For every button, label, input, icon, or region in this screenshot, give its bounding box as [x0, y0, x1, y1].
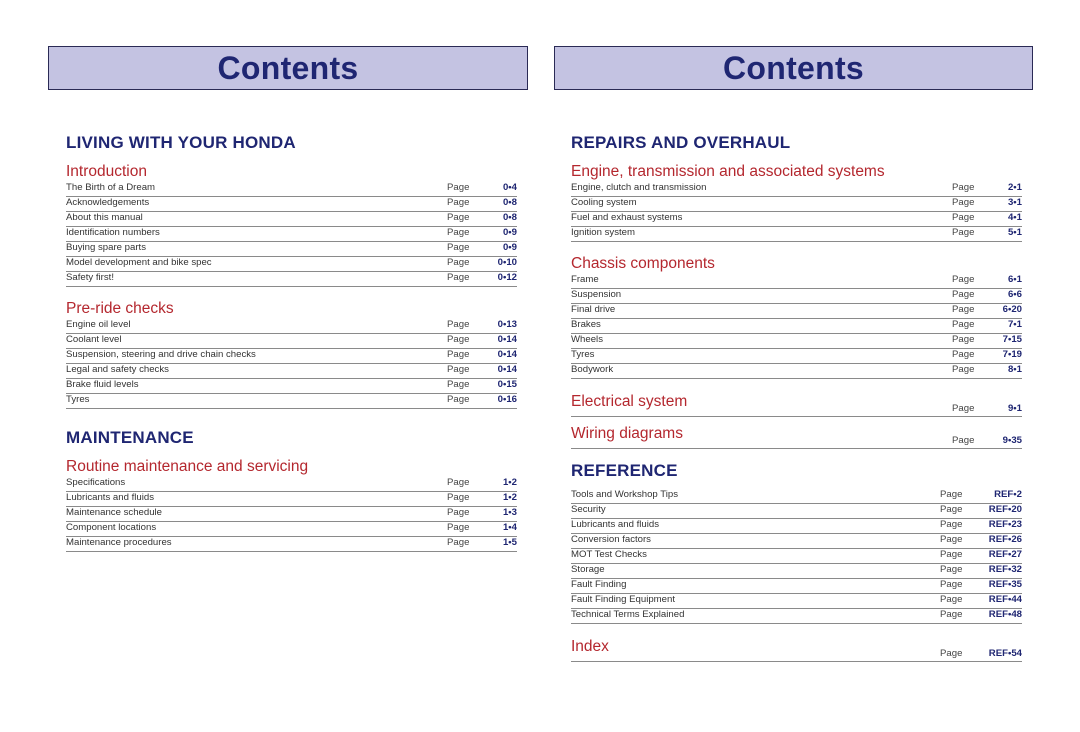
page-number: 9•1	[1007, 403, 1022, 414]
page-word: Page	[952, 403, 975, 414]
toc-entry-label: Acknowledgements	[66, 197, 150, 208]
toc-row[interactable]	[66, 379, 517, 394]
page-number: REF•23	[988, 519, 1022, 530]
toc-row[interactable]	[66, 507, 517, 522]
toc-entry-label: The Birth of a Dream	[66, 182, 156, 193]
page-number: 2•1	[1007, 182, 1022, 193]
toc-row[interactable]	[571, 549, 1022, 564]
toc-row[interactable]	[66, 522, 517, 537]
page-word: Page	[940, 534, 963, 545]
page-number: REF•20	[988, 504, 1022, 515]
page-word: Page	[447, 257, 470, 268]
page-number: 0•4	[502, 182, 517, 193]
page-word: Page	[952, 197, 975, 208]
toc-entry-label: Maintenance schedule	[66, 507, 163, 518]
toc-row[interactable]	[571, 182, 1022, 197]
page-number: 7•15	[1002, 334, 1022, 345]
page-number: REF•35	[988, 579, 1022, 590]
toc-row[interactable]	[571, 519, 1022, 534]
page-word: Page	[940, 549, 963, 560]
index-row[interactable]	[571, 638, 1022, 662]
toc-row[interactable]	[66, 319, 517, 334]
group-heading-engine: Engine, transmission and associated systems	[571, 163, 885, 180]
page-word: Page	[940, 564, 963, 575]
page-number: 3•1	[1007, 197, 1022, 208]
page-number: 0•9	[502, 242, 517, 253]
toc-entry-label: MOT Test Checks	[571, 549, 647, 560]
page-word: Page	[447, 212, 470, 223]
page-word: Page	[447, 272, 470, 283]
page-number: 0•14	[497, 349, 517, 360]
toc-entry-label: Suspension	[571, 289, 622, 300]
page-word: Page	[447, 537, 470, 548]
page-number: 0•14	[497, 364, 517, 375]
page-word: Page	[447, 182, 470, 193]
page-word: Page	[447, 507, 470, 518]
page-number: 7•19	[1002, 349, 1022, 360]
group-heading-introduction: Introduction	[66, 163, 147, 180]
toc-row[interactable]	[571, 197, 1022, 212]
page-word: Page	[447, 379, 470, 390]
page-word: Page	[940, 594, 963, 605]
contents-title-left: Contents	[217, 49, 359, 86]
page-number: REF•27	[988, 549, 1022, 560]
page-word: Page	[447, 227, 470, 238]
page-number: 0•8	[502, 197, 517, 208]
toc-row[interactable]	[66, 242, 517, 257]
toc-entry-label: Buying spare parts	[66, 242, 146, 253]
page-number: 0•8	[502, 212, 517, 223]
page-number: 6•20	[1002, 304, 1022, 315]
toc-entry-label: Identification numbers	[66, 227, 160, 238]
toc-entry-label: Legal and safety checks	[66, 364, 169, 375]
toc-row[interactable]	[571, 594, 1022, 609]
page-word: Page	[447, 319, 470, 330]
toc-entry-label: Tools and Workshop Tips	[571, 489, 679, 500]
page-word: Page	[447, 349, 470, 360]
toc-entry-label: Ignition system	[571, 227, 635, 238]
toc-entry-label: Lubricants and fluids	[571, 519, 659, 530]
page-number: 0•15	[497, 379, 517, 390]
toc-row[interactable]	[571, 579, 1022, 594]
page-word: Page	[952, 212, 975, 223]
page-word: Page	[447, 492, 470, 503]
group-heading-chassis: Chassis components	[571, 255, 715, 272]
toc-row[interactable]	[571, 289, 1022, 304]
page-number: 0•13	[497, 319, 517, 330]
toc-entry-label: Cooling system	[571, 197, 637, 208]
toc-row[interactable]	[66, 334, 517, 349]
page-word: Page	[940, 489, 963, 500]
toc-row[interactable]	[66, 182, 517, 197]
toc-row[interactable]	[571, 489, 1022, 504]
page-word: Page	[447, 197, 470, 208]
page-number: REF•32	[988, 564, 1022, 575]
toc-row[interactable]	[571, 304, 1022, 319]
toc-row[interactable]	[66, 227, 517, 242]
page-number: 5•1	[1007, 227, 1022, 238]
page-word: Page	[940, 519, 963, 530]
toc-row[interactable]	[571, 534, 1022, 549]
page-number: REF•2	[994, 489, 1022, 500]
page-word: Page	[952, 182, 975, 193]
toc-row[interactable]	[66, 257, 517, 272]
toc-entry-label: Final drive	[571, 304, 616, 315]
page-word: Page	[952, 334, 975, 345]
group-heading-index: Index	[571, 638, 609, 655]
page-word: Page	[447, 522, 470, 533]
toc-row[interactable]	[66, 197, 517, 212]
page-word: Page	[447, 364, 470, 375]
toc-row[interactable]	[66, 394, 517, 409]
page-number: 8•1	[1007, 364, 1022, 375]
toc-row[interactable]	[571, 364, 1022, 379]
contents-header-left	[48, 46, 528, 90]
toc-row[interactable]	[571, 334, 1022, 349]
toc-entry-label: Specifications	[66, 477, 126, 488]
page-word: Page	[952, 274, 975, 285]
page-word: Page	[940, 504, 963, 515]
section-heading-living: LIVING WITH YOUR HONDA	[66, 133, 296, 152]
toc-row[interactable]	[66, 477, 517, 492]
page-word: Page	[952, 289, 975, 300]
toc-row[interactable]	[571, 319, 1022, 334]
toc-entry-label: Tyres	[571, 349, 595, 360]
page-number: 0•16	[497, 394, 517, 405]
page-number: 6•6	[1007, 289, 1022, 300]
page-number: 1•3	[502, 507, 517, 518]
toc-row[interactable]	[66, 272, 517, 287]
toc-entry-label: Lubricants and fluids	[66, 492, 154, 503]
page-number: 6•1	[1007, 274, 1022, 285]
toc-row[interactable]	[571, 212, 1022, 227]
toc-entry-label: Storage	[571, 564, 605, 575]
page-word: Page	[940, 648, 963, 659]
toc-row[interactable]	[571, 564, 1022, 579]
wiring-diagrams-row[interactable]	[571, 425, 1022, 449]
page-number: 1•2	[502, 477, 517, 488]
toc-entry-label: Bodywork	[571, 364, 614, 375]
toc-entry-label: Technical Terms Explained	[571, 609, 685, 620]
page-number: REF•26	[988, 534, 1022, 545]
page-word: Page	[952, 227, 975, 238]
contents-header-right	[554, 46, 1033, 90]
group-heading-pre-ride: Pre-ride checks	[66, 300, 174, 317]
toc-entry-label: Wheels	[571, 334, 603, 345]
toc-entry-label: About this manual	[66, 212, 143, 223]
page-word: Page	[952, 304, 975, 315]
toc-entry-label: Coolant level	[66, 334, 122, 345]
toc-row[interactable]	[571, 349, 1022, 364]
toc-row[interactable]	[66, 364, 517, 379]
toc-entry-label: Component locations	[66, 522, 157, 533]
page-word: Page	[447, 394, 470, 405]
page-word: Page	[952, 319, 975, 330]
toc-row[interactable]	[571, 227, 1022, 242]
toc-row[interactable]	[66, 492, 517, 507]
toc-entry-label: Engine oil level	[66, 319, 131, 330]
page-number: REF•48	[988, 609, 1022, 620]
page-number: 0•14	[497, 334, 517, 345]
electrical-system-row[interactable]	[571, 393, 1022, 417]
page-word: Page	[940, 579, 963, 590]
toc-row[interactable]	[66, 537, 517, 552]
toc-entry-label: Model development and bike spec	[66, 257, 212, 268]
section-heading-repairs: REPAIRS AND OVERHAUL	[571, 133, 791, 152]
toc-entry-label: Conversion factors	[571, 534, 651, 545]
page-number: 0•12	[497, 272, 517, 283]
toc-entry-label: Fault Finding	[571, 579, 627, 590]
page-word: Page	[952, 435, 975, 446]
toc-entry-label: Engine, clutch and transmission	[571, 182, 707, 193]
toc-entry-label: Tyres	[66, 394, 90, 405]
toc-row[interactable]	[571, 274, 1022, 289]
page-number: 9•35	[1002, 435, 1022, 446]
toc-entry-label: Suspension, steering and drive chain checks	[66, 349, 256, 360]
section-heading-maintenance: MAINTENANCE	[66, 428, 194, 447]
page-word: Page	[447, 477, 470, 488]
page-number: 1•2	[502, 492, 517, 503]
page-word: Page	[447, 242, 470, 253]
page-number: REF•44	[988, 594, 1022, 605]
toc-row[interactable]	[571, 504, 1022, 519]
toc-entry-label: Brakes	[571, 319, 601, 330]
page-number: 1•4	[502, 522, 517, 533]
toc-entry-label: Frame	[571, 274, 599, 285]
page-word: Page	[447, 334, 470, 345]
page-number: 7•1	[1007, 319, 1022, 330]
page-number: 0•9	[502, 227, 517, 238]
toc-entry-label: Brake fluid levels	[66, 379, 139, 390]
toc-row[interactable]	[66, 349, 517, 364]
toc-entry-label: Security	[571, 504, 606, 515]
toc-entry-label: Maintenance procedures	[66, 537, 172, 548]
toc-entry-label: Safety first!	[66, 272, 114, 283]
section-heading-reference: REFERENCE	[571, 461, 678, 480]
contents-title-right: Contents	[722, 49, 865, 86]
page-number: REF•54	[988, 648, 1022, 659]
group-heading-wiring: Wiring diagrams	[571, 425, 683, 442]
page-word: Page	[952, 364, 975, 375]
page-number: 4•1	[1007, 212, 1022, 223]
toc-entry-label: Fuel and exhaust systems	[571, 212, 683, 223]
toc-row[interactable]	[66, 212, 517, 227]
page-number: 1•5	[502, 537, 517, 548]
toc-entry-label: Fault Finding Equipment	[571, 594, 675, 605]
page-word: Page	[940, 609, 963, 620]
group-heading-electrical: Electrical system	[571, 393, 688, 410]
page-number: 0•10	[497, 257, 517, 268]
group-heading-routine: Routine maintenance and servicing	[66, 458, 309, 475]
toc-row[interactable]	[571, 609, 1022, 624]
page-word: Page	[952, 349, 975, 360]
